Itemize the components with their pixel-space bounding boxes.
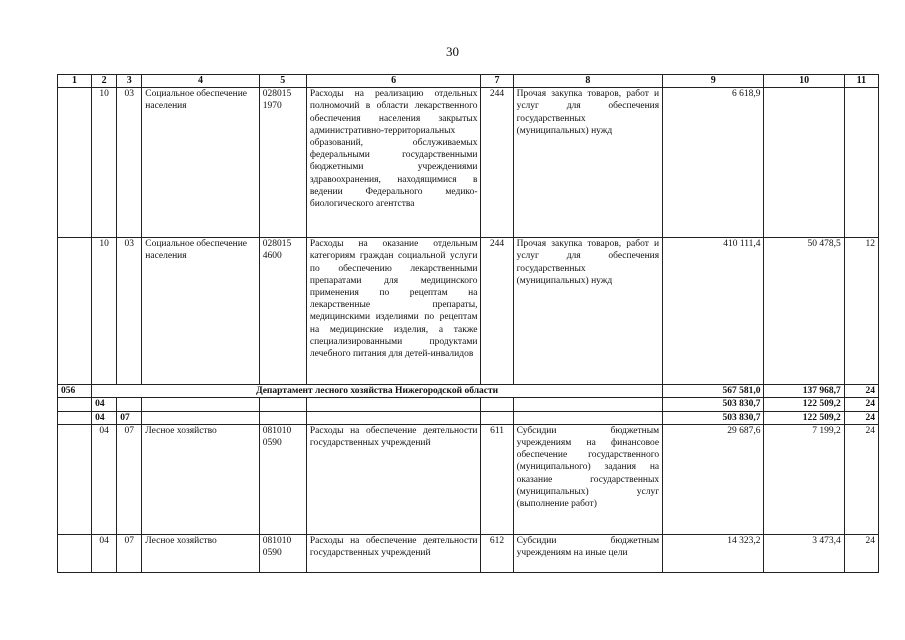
cell-expense-type-name: Прочая закупка товаров, работ и услуг для обеспечения государственных (муниципальных) нужд [513, 238, 663, 385]
cell-expense-type: 611 [481, 424, 513, 534]
cell-amount-actual [764, 88, 844, 238]
empty-cell [117, 398, 142, 411]
cell-target-name: Расходы на оказание отдельным категориям граждан социальной услуги по обеспечению лекарственными препаратами для медицинского применения по рецептам на лекарственные препараты, медицинскими изделиями по рецептам на медицинские изделия, а также специализированными продуктами лечебного питания для детей-инвалидов [306, 238, 481, 385]
cell-target-code: 081010 0590 [259, 534, 306, 572]
cell-section: 04 [92, 424, 117, 534]
cell-target-name: Расходы на обеспечение деятельности государственных учреждений [306, 534, 481, 572]
col-header-5: 5 [259, 75, 306, 88]
subsection-section-code: 04 [92, 411, 117, 424]
cell-amount-actual: 50 478,5 [764, 238, 844, 385]
cell-expense-type: 612 [481, 534, 513, 572]
cell-target-code: 081010 0590 [259, 424, 306, 534]
cell-percent: 24 [844, 534, 878, 572]
budget-table [57, 74, 879, 573]
subsection-code: 07 [117, 411, 142, 424]
cell-amount-actual: 7 199,2 [764, 424, 844, 534]
empty-cell [259, 398, 306, 411]
cell-section: 10 [92, 88, 117, 238]
empty-cell [513, 411, 663, 424]
cell-section-name: Социальное обеспечение населения [142, 238, 259, 385]
empty-cell [481, 398, 513, 411]
cell-percent: 24 [844, 424, 878, 534]
col-header-6: 6 [306, 75, 481, 88]
header-row [58, 75, 879, 88]
cell-amount-plan: 29 687,6 [663, 424, 764, 534]
empty-cell [58, 398, 92, 411]
empty-cell [58, 424, 92, 534]
cell-target-code: 028015 1970 [259, 88, 306, 238]
section-amount-actual: 122 509,2 [764, 398, 844, 411]
col-header-9: 9 [663, 75, 764, 88]
department-row [58, 385, 879, 398]
empty-cell [142, 398, 259, 411]
table-row [58, 88, 879, 238]
col-header-7: 7 [481, 75, 513, 88]
dept-amount-plan: 567 581,0 [663, 385, 764, 398]
page-number: 30 [446, 44, 459, 59]
section-code: 04 [92, 398, 117, 411]
empty-cell [306, 411, 481, 424]
cell-c1 [58, 238, 92, 385]
cell-subsection: 03 [117, 238, 142, 385]
cell-expense-type: 244 [481, 238, 513, 385]
cell-expense-type: 244 [481, 88, 513, 238]
cell-subsection: 07 [117, 424, 142, 534]
cell-target-name: Расходы на реализацию отдельных полномочий в области лекарственного обеспечения населения закрытых административно-территориальных образований, обслуживаемых федеральными государственными бюджетными учреждениями здравоохранения, находящимися в ведении Федерального медико-биологического агентства [306, 88, 481, 238]
col-header-2: 2 [92, 75, 117, 88]
empty-cell [306, 398, 481, 411]
table-row [58, 534, 879, 572]
empty-cell [142, 411, 259, 424]
cell-amount-plan: 6 618,9 [663, 88, 764, 238]
cell-section: 10 [92, 238, 117, 385]
cell-c1 [58, 88, 92, 238]
empty-cell [513, 398, 663, 411]
subsection-amount-actual: 122 509,2 [764, 411, 844, 424]
dept-amount-actual: 137 968,7 [764, 385, 844, 398]
empty-cell [259, 411, 306, 424]
cell-section-name: Лесное хозяйство [142, 534, 259, 572]
cell-percent: 12 [844, 238, 878, 385]
cell-section-name: Лесное хозяйство [142, 424, 259, 534]
dept-code: 056 [58, 385, 92, 398]
section-total-row [58, 398, 879, 411]
col-header-1: 1 [58, 75, 92, 88]
cell-section-name: Социальное обеспечение населения [142, 88, 259, 238]
dept-percent: 24 [844, 385, 878, 398]
subsection-total-row [58, 411, 879, 424]
cell-section: 04 [92, 534, 117, 572]
subsection-amount-plan: 503 830,7 [663, 411, 764, 424]
cell-subsection: 07 [117, 534, 142, 572]
cell-percent [844, 88, 878, 238]
table-row [58, 238, 879, 385]
dept-title: Департамент лесного хозяйства Нижегородской области [92, 385, 663, 398]
cell-expense-type-name: Субсидии бюджетным учреждениям на иные цели [513, 534, 663, 572]
table-row [58, 424, 879, 534]
col-header-11: 11 [844, 75, 878, 88]
empty-cell [58, 534, 92, 572]
cell-expense-type-name: Прочая закупка товаров, работ и услуг для обеспечения государственных (муниципальных) нужд [513, 88, 663, 238]
col-header-3: 3 [117, 75, 142, 88]
section-amount-plan: 503 830,7 [663, 398, 764, 411]
cell-subsection: 03 [117, 88, 142, 238]
empty-cell [58, 411, 92, 424]
col-header-4: 4 [142, 75, 259, 88]
col-header-10: 10 [764, 75, 844, 88]
cell-amount-plan: 410 111,4 [663, 238, 764, 385]
empty-cell [481, 411, 513, 424]
subsection-percent: 24 [844, 411, 878, 424]
section-percent: 24 [844, 398, 878, 411]
cell-target-code: 028015 4600 [259, 238, 306, 385]
cell-amount-plan: 14 323,2 [663, 534, 764, 572]
cell-expense-type-name: Субсидии бюджетным учреждениям на финансовое обеспечение государственного (муниципального) задания на оказание государственных (муниципальных) услуг (выполнение работ) [513, 424, 663, 534]
cell-target-name: Расходы на обеспечение деятельности государственных учреждений [306, 424, 481, 534]
cell-amount-actual: 3 473,4 [764, 534, 844, 572]
col-header-8: 8 [513, 75, 663, 88]
